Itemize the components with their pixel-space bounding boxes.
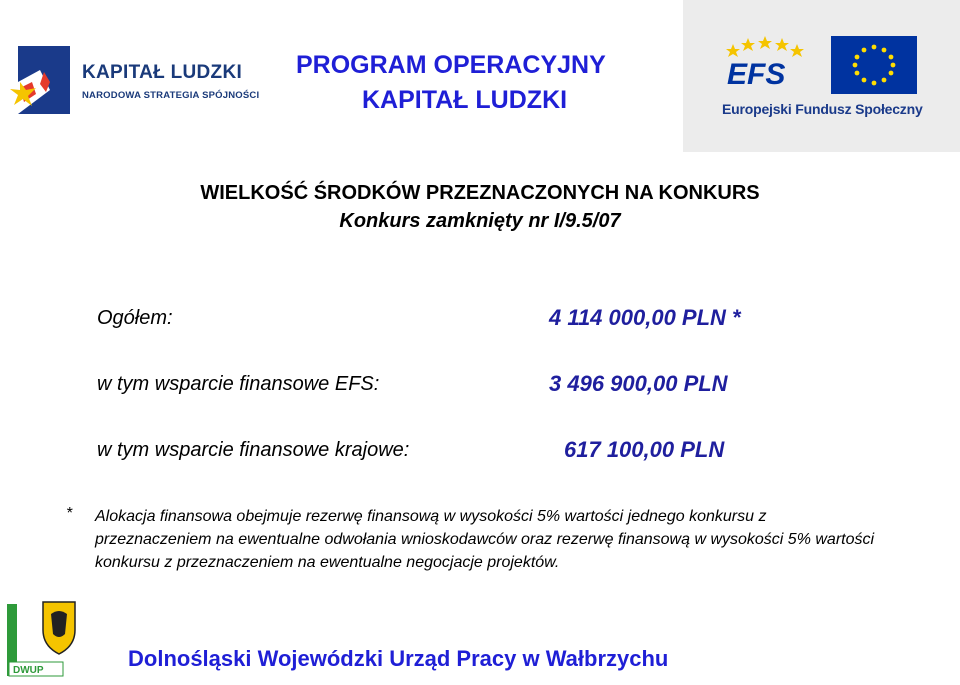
footnote-marker: * [66,505,73,522]
efs-emblem-icon [683,0,960,152]
dwup-emblem-icon [3,600,83,680]
kapital-ludzki-title: KAPITAŁ LUDZKI [82,62,243,83]
dwup-mark: DWUP [13,665,44,676]
kapital-ludzki-subtitle: NARODOWA STRATEGIA SPÓJNOŚCI [82,90,260,101]
program-title-line1: PROGRAM OPERACYJNY [296,51,606,79]
dwup-logo [3,600,83,680]
footnote-text: Alokacja finansowa obejmuje rezerwę finansową w wysokości 5% wartości jednego konkursu z przeznaczeniem na ewentualne odwołania wnioskodawców oraz rezerwę finansową w wysokości 5% wartości konkursu z przeznaczeniem na ewentualne negocjacje projektów. [95,508,875,571]
national-support-value: 617 100,00 PLN [564,437,725,462]
document-subtitle: Konkurs zamknięty nr I/9.5/07 [339,210,621,232]
institution-name: Dolnośląski Wojewódzki Urząd Pracy w Wałbrzychu [128,646,669,671]
total-value: 4 114 000,00 PLN * [549,305,741,330]
national-support-label: w tym wsparcie finansowe krajowe: [97,439,410,461]
efs-caption: Europejski Fundusz Społeczny [722,101,923,117]
efs-logo [683,0,960,152]
efs-support-label: w tym wsparcie finansowe EFS: [97,373,380,395]
program-title-line2: KAPITAŁ LUDZKI [362,86,568,114]
total-label: Ogółem: [97,307,173,329]
efs-mark: EFS [727,58,786,91]
efs-support-value: 3 496 900,00 PLN [549,371,728,396]
document-title: WIELKOŚĆ ŚRODKÓW PRZEZNACZONYCH NA KONKURS [200,182,760,204]
kapital-ludzki-emblem-icon [10,42,80,118]
